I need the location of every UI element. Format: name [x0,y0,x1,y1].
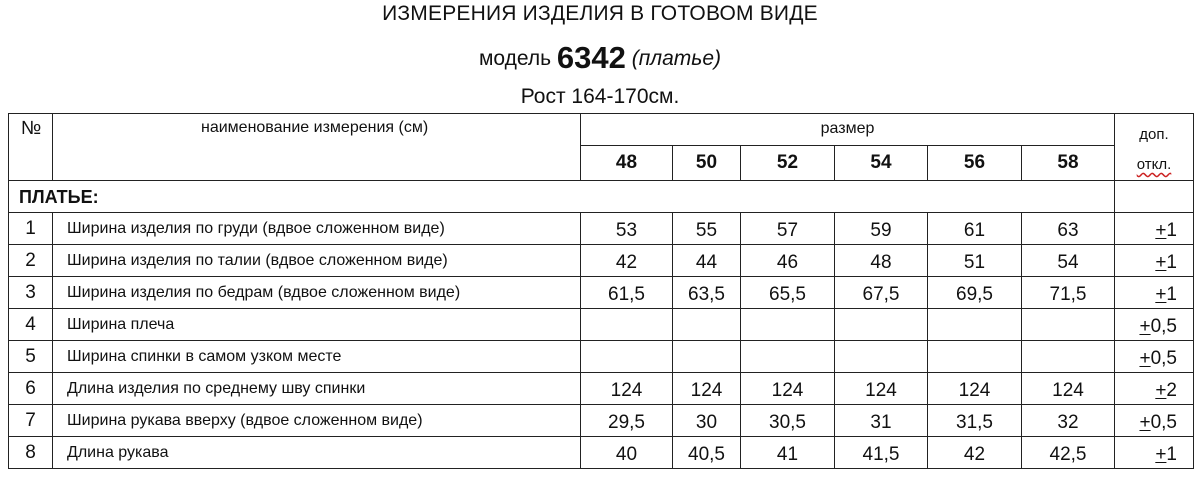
model-line [0,40,1200,76]
row-value-size-54: 124 [835,373,928,405]
row-value-size-50: 44 [673,245,741,277]
row-measurement-name: Ширина изделия по бедрам (вдвое сложенном виде) [53,277,581,309]
row-number: 5 [9,341,53,373]
measurement-table [8,113,1194,469]
row-value-size-50: 55 [673,213,741,245]
table-row [9,405,1194,437]
row-number: 1 [9,213,53,245]
row-measurement-name: Ширина плеча [53,309,581,341]
table-row [9,373,1194,405]
deviation-sign: + [1139,412,1151,433]
row-value-size-52: 41 [741,437,835,469]
row-value-size-58: 71,5 [1022,277,1115,309]
deviation-sign: + [1155,284,1167,305]
row-value-size-56: 69,5 [928,277,1022,309]
row-deviation [1115,341,1194,373]
table-row [9,277,1194,309]
row-value-size-50: 30 [673,405,741,437]
section-deviation-cell [1115,181,1194,213]
model-prefix: модель [478,47,552,70]
row-value-size-52: 30,5 [741,405,835,437]
deviation-sign: + [1155,220,1167,241]
table-row [9,341,1194,373]
row-value-size-52: 57 [741,213,835,245]
row-value-size-54: 67,5 [835,277,928,309]
row-value-size-50: 63,5 [673,277,741,309]
header-measurement-name: наименование измерения (см) [53,114,581,181]
row-value-size-56 [928,341,1022,373]
row-value-size-56: 42 [928,437,1022,469]
deviation-value: 0,5 [1150,316,1177,337]
deviation-value: 1 [1166,252,1177,273]
model-number: 6342 [556,40,626,75]
row-value-size-50: 40,5 [673,437,741,469]
deviation-value: 1 [1166,284,1177,305]
header-deviation-top: доп. [1139,126,1169,143]
row-deviation [1115,405,1194,437]
row-value-size-48: 40 [581,437,673,469]
row-deviation [1115,245,1194,277]
row-value-size-54: 48 [835,245,928,277]
row-value-size-52 [741,309,835,341]
row-value-size-58: 54 [1022,245,1115,277]
row-number: 7 [9,405,53,437]
row-value-size-54 [835,309,928,341]
row-measurement-name: Длина изделия по среднему шву спинки [53,373,581,405]
section-title: ПЛАТЬЕ: [9,181,1115,213]
row-deviation [1115,213,1194,245]
row-value-size-48: 61,5 [581,277,673,309]
height-range: Рост 164-170см. [520,85,680,108]
size-56: 56 [928,145,1022,180]
row-value-size-50 [673,341,741,373]
row-deviation [1115,437,1194,469]
row-value-size-48: 29,5 [581,405,673,437]
size-50: 50 [673,145,741,180]
row-value-size-52: 46 [741,245,835,277]
size-52: 52 [741,145,835,180]
deviation-value: 0,5 [1150,348,1177,369]
row-value-size-48: 53 [581,213,673,245]
row-value-size-56: 61 [928,213,1022,245]
row-measurement-name: Длина рукава [53,437,581,469]
row-number: 6 [9,373,53,405]
row-value-size-56 [928,309,1022,341]
row-number: 8 [9,437,53,469]
table-row [9,437,1194,469]
header-size: размер [581,114,1115,146]
deviation-value: 1 [1166,444,1177,465]
row-value-size-54: 59 [835,213,928,245]
row-number: 3 [9,277,53,309]
row-value-size-48 [581,309,673,341]
row-value-size-50 [673,309,741,341]
size-54: 54 [835,145,928,180]
deviation-sign: + [1139,316,1151,337]
row-value-size-56: 51 [928,245,1022,277]
deviation-sign: + [1155,380,1167,401]
row-value-size-52: 65,5 [741,277,835,309]
row-number: 4 [9,309,53,341]
row-value-size-48: 124 [581,373,673,405]
row-value-size-56: 124 [928,373,1022,405]
row-deviation [1115,277,1194,309]
row-value-size-50: 124 [673,373,741,405]
header-deviation-bottom: откл. [1136,156,1172,173]
row-value-size-58: 124 [1022,373,1115,405]
deviation-value: 0,5 [1150,412,1177,433]
row-value-size-52 [741,341,835,373]
table-row [9,309,1194,341]
size-48: 48 [581,145,673,180]
size-58: 58 [1022,145,1115,180]
row-value-size-58: 63 [1022,213,1115,245]
row-value-size-58 [1022,341,1115,373]
deviation-sign: + [1155,252,1167,273]
row-number: 2 [9,245,53,277]
row-value-size-52: 124 [741,373,835,405]
model-type: (платье) [631,47,722,70]
row-measurement-name: Ширина изделия по груди (вдвое сложенном виде) [53,213,581,245]
row-measurement-name: Ширина изделия по талии (вдвое сложенном виде) [53,245,581,277]
row-value-size-54: 31 [835,405,928,437]
row-value-size-54: 41,5 [835,437,928,469]
row-value-size-48: 42 [581,245,673,277]
row-measurement-name: Ширина рукава вверху (вдвое сложенном виде) [53,405,581,437]
table-header-row [9,114,1194,146]
header-number: № [9,114,53,181]
section-row [9,181,1194,213]
row-value-size-58: 42,5 [1022,437,1115,469]
row-deviation [1115,309,1194,341]
document-title: ИЗМЕРЕНИЯ ИЗДЕЛИЯ В ГОТОВОМ ВИДЕ [382,2,818,25]
table-row [9,245,1194,277]
deviation-value: 1 [1166,220,1177,241]
deviation-sign: + [1139,348,1151,369]
deviation-value: 2 [1166,380,1177,401]
row-value-size-48 [581,341,673,373]
row-value-size-58: 32 [1022,405,1115,437]
row-measurement-name: Ширина спинки в самом узком месте [53,341,581,373]
row-value-size-56: 31,5 [928,405,1022,437]
row-deviation [1115,373,1194,405]
deviation-sign: + [1155,444,1167,465]
row-value-size-58 [1022,309,1115,341]
row-value-size-54 [835,341,928,373]
header-deviation [1115,114,1194,181]
table-row [9,213,1194,245]
